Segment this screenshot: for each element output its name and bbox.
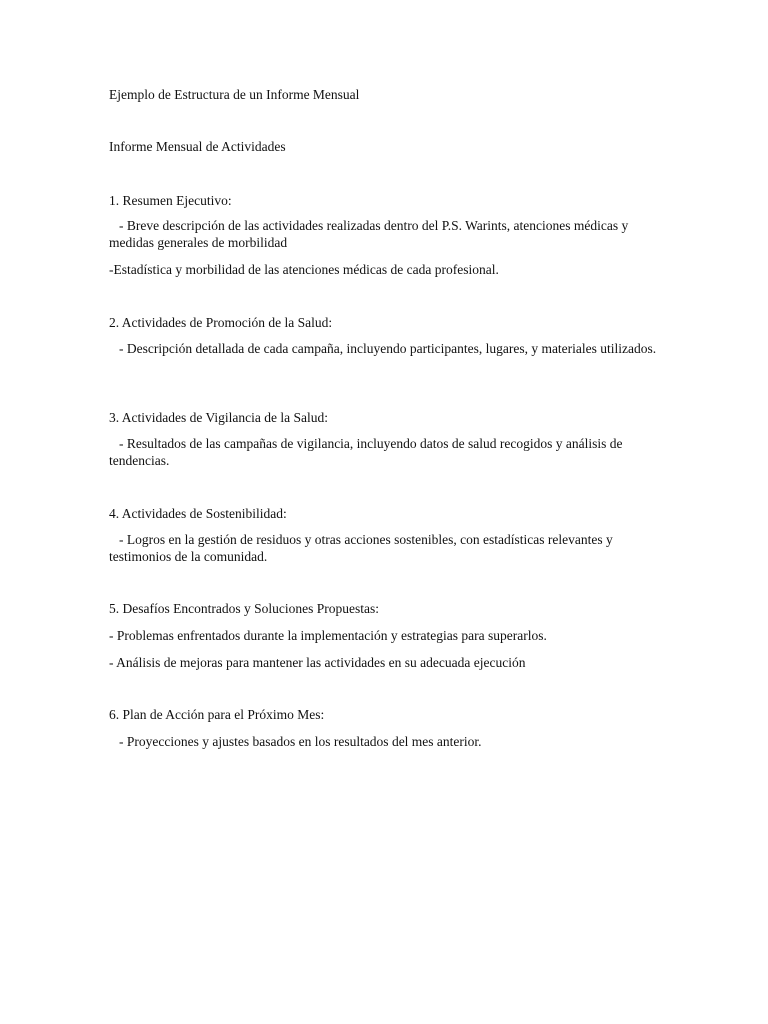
section-heading-2: 2. Actividades de Promoción de la Salud: — [109, 315, 333, 330]
section-4-item-1: - Logros en la gestión de residuos y otras acciones sostenibles, con estadísticas relevantes y testimonios de la comunidad. — [109, 532, 613, 564]
section-heading-3: 3. Actividades de Vigilancia de la Salud: — [109, 410, 329, 425]
section-heading-6: 6. Plan de Acción para el Próximo Mes: — [109, 707, 325, 722]
section-heading-5: 5. Desafíos Encontrados y Soluciones Propuestas: — [109, 601, 379, 616]
document-subtitle: Informe Mensual de Actividades — [109, 139, 286, 154]
document-title: Ejemplo de Estructura de un Informe Mensual — [109, 87, 360, 102]
section-1-item-2: -Estadística y morbilidad de las atenciones médicas de cada profesional. — [109, 262, 499, 277]
section-3-item-1: - Resultados de las campañas de vigilancia, incluyendo datos de salud recogidos y análisis de tendencias. — [109, 436, 623, 468]
section-5-item-2: - Análisis de mejoras para mantener las actividades en su adecuada ejecución — [109, 655, 526, 670]
section-6-item-1: - Proyecciones y ajustes basados en los resultados del mes anterior. — [119, 734, 482, 749]
section-1-item-1: - Breve descripción de las actividades realizadas dentro del P.S. Warints, atenciones médicas y medidas generales de morbilidad — [109, 218, 629, 250]
section-2-item-1: - Descripción detallada de cada campaña, incluyendo participantes, lugares, y materiales utilizados. — [119, 341, 657, 356]
section-heading-4: 4. Actividades de Sostenibilidad: — [109, 506, 287, 521]
section-5-item-1: - Problemas enfrentados durante la implementación y estrategias para superarlos. — [109, 628, 547, 643]
section-heading-1: 1. Resumen Ejecutivo: — [109, 193, 232, 208]
